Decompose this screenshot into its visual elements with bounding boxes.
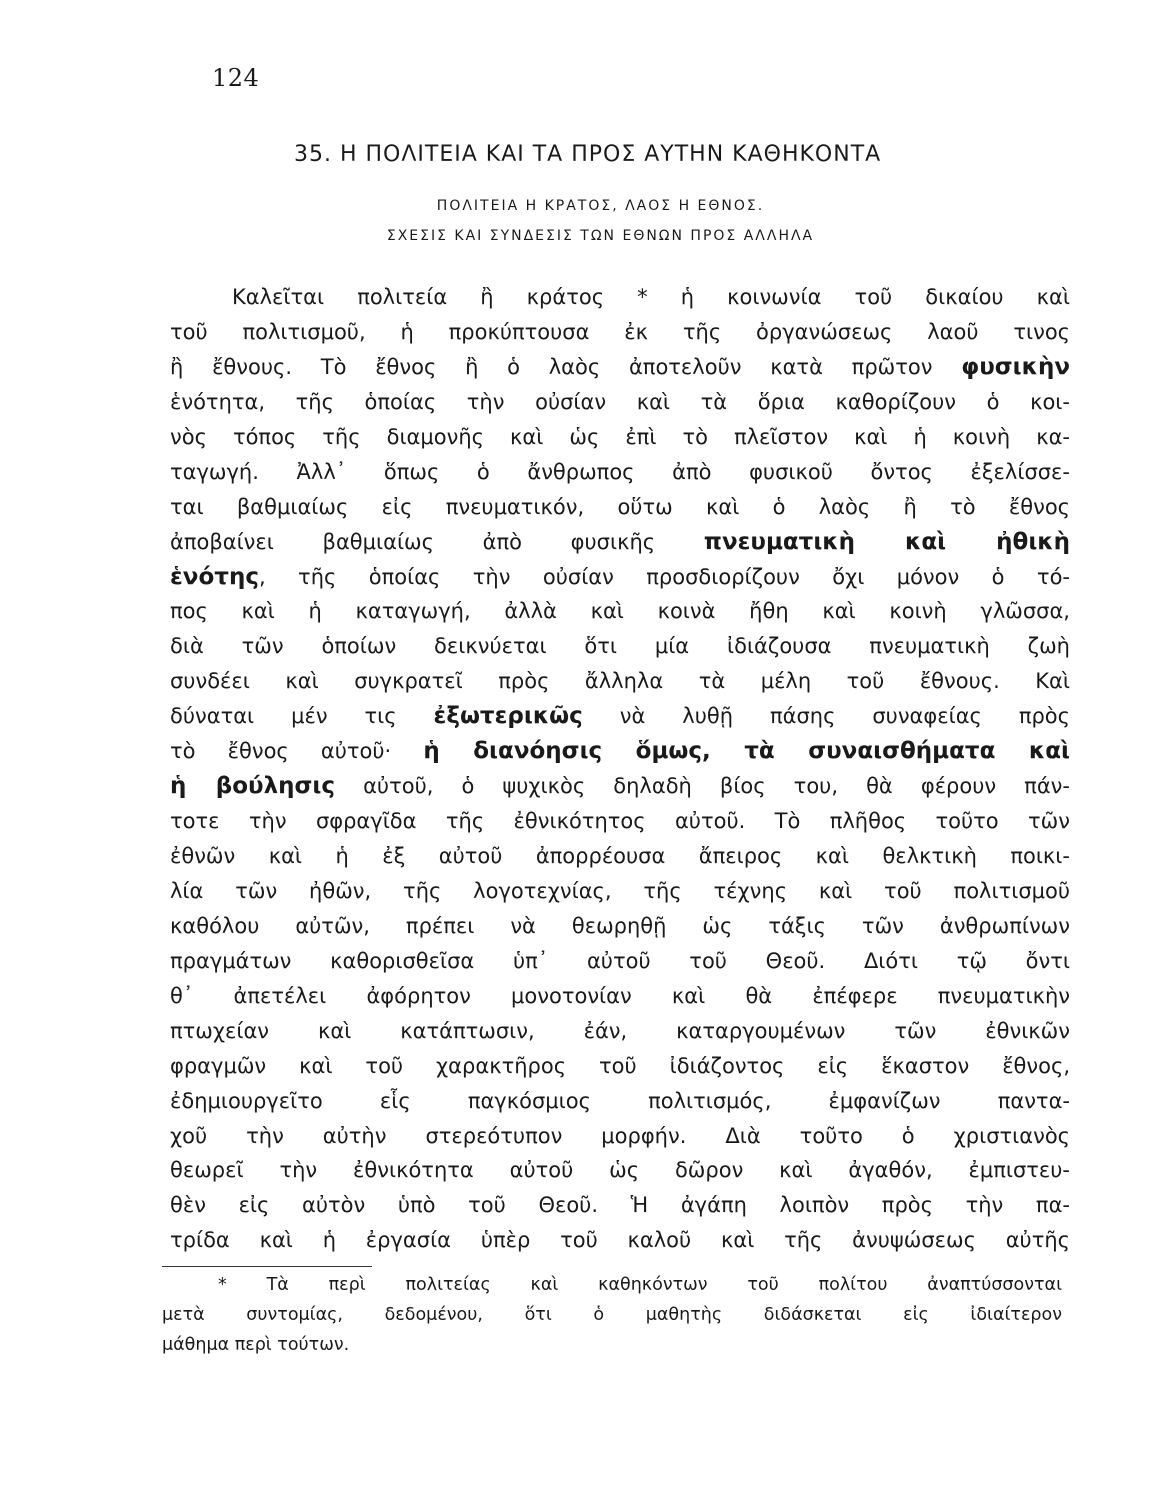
text-segment: τοτε τὴν σφραγῖδα τῆς ἐθνικότητος αὐτοῦ. Τὸ πλῆθος τοῦτο τῶν [170,809,1070,834]
footnote-line: * Τὰ περὶ πολιτείας καὶ καθηκόντων τοῦ πολίτου ἀναπτύσσονται [218,1275,1062,1295]
text-line [170,699,1070,734]
text-line [170,944,1070,979]
text-line [170,629,1070,664]
text-segment: λία τῶν ἠθῶν, τῆς λογοτεχνίας, τῆς τέχνης καὶ τοῦ πολιτισμοῦ [170,878,1070,903]
text-segment: φραγμῶν καὶ τοῦ χαρακτῆρος τοῦ ἰδιάζοντος εἰς ἕκαστον ἔθνος, [170,1053,1070,1078]
emphasis-text: ἑνότης [170,563,259,590]
text-line [170,455,1070,490]
emphasis-text: ἡ διανόησις ὅμως, τὰ συναισθήματα καὶ [423,738,1070,765]
emphasis-text: φυσικὴν [961,353,1070,380]
chapter-title: 35. Η ΠΟΛΙΤΕΙΑ ΚΑΙ ΤΑ ΠΡΟΣ ΑΥΤΗΝ ΚΑΘΗΚΟΝΤΑ [294,142,882,167]
text-line [170,664,1070,699]
text-line [170,560,1070,595]
text-segment: διὰ τῶν ὁποίων δεικνύεται ὅτι μία ἰδιάζουσα πνευματικὴ ζωὴ [170,634,1070,659]
text-line [170,490,1070,525]
text-segment: πραγμάτων καθορισθεῖσα ὑπ᾽ αὐτοῦ τοῦ Θεοῦ. Διότι τῷ ὄντι [170,948,1070,973]
text-segment: Καλεῖται πολιτεία ἢ κράτος * ἡ κοινωνία τοῦ δικαίου καὶ [232,285,1070,309]
text-line [170,280,1070,315]
text-line [170,839,1070,874]
text-segment: θ᾽ ἀπετέλει ἀφόρητον μονοτονίαν καὶ θὰ ἐπέφερε πνευματικὴν [170,983,1070,1008]
text-segment: ἀποβαίνει βαθμιαίως ἀπὸ φυσικῆς [170,529,704,554]
text-line [170,525,1070,560]
text-line [170,1188,1070,1223]
text-segment: αὐτοῦ, ὁ ψυχικὸς δηλαδὴ βίος του, θὰ φέρουν πάν- [335,774,1070,799]
text-segment: νὸς τόπος τῆς διαμονῆς καὶ ὡς ἐπὶ τὸ πλεῖστον καὶ ἡ κοινὴ κα- [170,424,1070,449]
text-segment: ἢ ἔθνους. Τὸ ἔθνος ἢ ὁ λαὸς ἀποτελοῦν κατὰ πρῶτον [170,354,962,379]
footnote-line: μετὰ συντομίας, δεδομένου, ὅτι ὁ μαθητὴς διδάσκεται εἰς ἰδιαίτερον [162,1305,1062,1325]
text-line [170,769,1070,804]
emphasis-text: ἡ βούλησις [170,773,336,800]
text-segment: δύναται μέν τις [170,704,434,729]
text-segment: ταγωγή. Ἀλλ᾽ ὅπως ὁ ἄνθρωπος ἀπὸ φυσικοῦ ὄντος ἐξελίσσε- [170,459,1070,484]
text-segment: θὲν εἰς αὐτὸν ὑπὸ τοῦ Θεοῦ. Ἡ ἀγάπη λοιπὸν πρὸς τὴν πα- [170,1193,1070,1218]
text-segment: τοῦ πολιτισμοῦ, ἡ προκύπτουσα ἐκ τῆς ὀργανώσεως λαοῦ τινος [170,319,1070,344]
text-line [170,874,1070,909]
emphasis-text: ἐξωτερικῶς [433,703,583,730]
text-segment: τρίδα καὶ ἡ ἐργασία ὑπὲρ τοῦ καλοῦ καὶ τῆς ἀνυψώσεως αὐτῆς [170,1228,1070,1253]
subtitle-line: ΣΧΕΣΙΣ ΚΑΙ ΣΥΝΔΕΣΙΣ ΤΩΝ ΕΘΝΩΝ ΠΡΟΣ ΑΛΛΗΛΑ [386,228,815,244]
text-line [170,1014,1070,1049]
text-line [170,315,1070,350]
emphasis-text: πνευματικὴ καὶ ἠθικὴ [703,528,1070,555]
text-segment: πτωχείαν καὶ κατάπτωσιν, ἐάν, καταργουμένων τῶν ἐθνικῶν [170,1018,1070,1043]
text-segment: , τῆς ὁποίας τὴν οὐσίαν προσδιορίζουν ὄχι μόνον ὁ τό- [258,564,1070,589]
text-segment: θεωρεῖ τὴν ἐθνικότητα αὐτοῦ ὡς δῶρον καὶ ἀγαθόν, ἐμπιστευ- [170,1158,1070,1183]
text-segment: ἑνότητα, τῆς ὁποίας τὴν οὐσίαν καὶ τὰ ὅρια καθορίζουν ὁ κοι- [170,389,1070,414]
text-line [170,734,1070,769]
text-line [170,420,1070,455]
text-line [170,1119,1070,1154]
text-segment: χοῦ τὴν αὐτὴν στερεότυπον μορφήν. Διὰ τοῦτο ὁ χριστιανὸς [170,1123,1070,1148]
text-segment: πος καὶ ἡ καταγωγή, ἀλλὰ καὶ κοινὰ ἤθη καὶ κοινὴ γλῶσσα, [170,599,1070,624]
text-segment: συνδέει καὶ συγκρατεῖ πρὸς ἄλληλα τὰ μέλη τοῦ ἔθνους. Καὶ [170,669,1070,694]
text-segment: ται βαθμιαίως εἰς πνευματικόν, οὕτω καὶ ὁ λαὸς ἢ τὸ ἔθνος [170,494,1070,519]
text-segment: ἐθνῶν καὶ ἡ ἐξ αὐτοῦ ἀπορρέουσα ἄπειρος καὶ θελκτικὴ ποικι- [170,844,1070,868]
page-number: 124 [212,64,260,92]
footnote-divider [162,1266,372,1267]
body-text [170,280,1070,1258]
text-segment: καθόλου αὐτῶν, πρέπει νὰ θεωρηθῇ ὡς τάξις τῶν ἀνθρωπίνων [170,913,1070,938]
text-segment: ἐδημιουργεῖτο εἷς παγκόσμιος πολιτισμός, ἐμφανίζων παντα- [170,1088,1070,1113]
footnote-line: μάθημα περὶ τούτων. [162,1335,350,1355]
text-line [170,594,1070,629]
text-line [170,1084,1070,1119]
text-line [170,385,1070,420]
text-line [170,979,1070,1014]
text-segment: τὸ ἔθνος αὐτοῦ· [170,739,424,764]
footnote [162,1270,1062,1360]
text-line [170,804,1070,839]
text-line [170,350,1070,385]
text-line [170,909,1070,944]
text-segment: νὰ λυθῇ πάσης συναφείας πρὸς [582,704,1070,729]
text-line [170,1223,1070,1258]
subtitle-line: ΠΟΛΙΤΕΙΑ Η ΚΡΑΤΟΣ, ΛΑΟΣ Η ΕΘΝΟΣ. [436,198,765,214]
text-line [170,1049,1070,1084]
text-line [170,1153,1070,1188]
